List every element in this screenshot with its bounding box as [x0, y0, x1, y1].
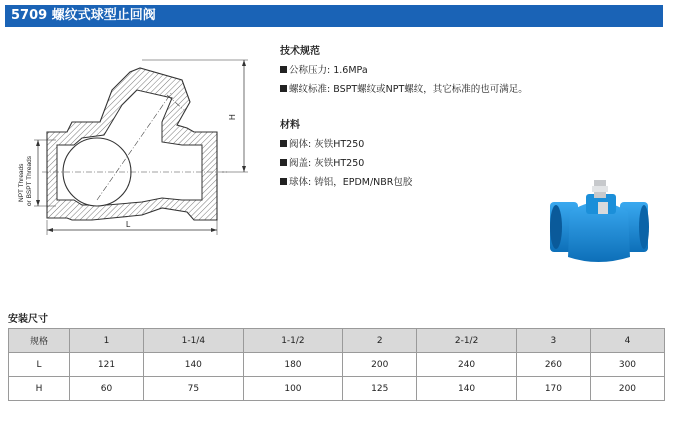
product-photo — [548, 172, 650, 272]
table-cell: 170 — [516, 377, 590, 401]
thread-label-bspt: or BSPT Threads — [26, 156, 33, 206]
header-cell: 2 — [343, 329, 417, 353]
header-cell: 2-1/2 — [417, 329, 517, 353]
table-cell: 140 — [144, 353, 244, 377]
table-cell: 180 — [243, 353, 343, 377]
table-cell: 121 — [70, 353, 144, 377]
header-cell: 1 — [70, 329, 144, 353]
dimensions-table — [8, 328, 665, 401]
title-bar — [5, 5, 663, 27]
table-cell: 100 — [243, 377, 343, 401]
table-row — [9, 353, 665, 377]
table-cell: 200 — [590, 377, 664, 401]
table-cell: 300 — [590, 353, 664, 377]
row-label: H — [9, 377, 70, 401]
table-header-row — [9, 329, 665, 353]
table-cell: 75 — [144, 377, 244, 401]
thread-label-npt: NPT Threads — [18, 163, 25, 202]
dimension-l-label: L — [126, 220, 131, 229]
table-cell: 240 — [417, 353, 517, 377]
header-cell: 规格 — [9, 329, 70, 353]
row-label: L — [9, 353, 70, 377]
table-cell: 200 — [343, 353, 417, 377]
header-cell: 3 — [516, 329, 590, 353]
page-title: 5709 螺纹式球型止回阀 — [11, 8, 156, 23]
header-cell: 4 — [590, 329, 664, 353]
header-cell: 1-1/4 — [144, 329, 244, 353]
material-heading: 材料 — [280, 120, 300, 131]
install-dimensions-label: 安装尺寸 — [8, 314, 48, 325]
table-row — [9, 377, 665, 401]
table-cell: 140 — [417, 377, 517, 401]
material-item: 阀盖: 灰铁HT250 — [280, 154, 528, 173]
table-cell: 125 — [343, 377, 417, 401]
dimension-h-label: H — [228, 114, 237, 120]
material-item: 阀体: 灰铁HT250 — [280, 135, 528, 154]
valve-section-drawing — [12, 50, 267, 245]
table-cell: 60 — [70, 377, 144, 401]
table-cell: 260 — [516, 353, 590, 377]
spec-item: 公称压力: 1.6MPa — [280, 61, 528, 80]
material-item: 球体: 铸铝，EPDM/NBR包胶 — [280, 173, 528, 192]
tech-spec-heading: 技术规范 — [280, 46, 320, 57]
header-cell: 1-1/2 — [243, 329, 343, 353]
spec-item: 螺纹标准: BSPT螺纹或NPT螺纹，其它标准的也可满足。 — [280, 80, 528, 99]
spec-section — [280, 42, 528, 192]
